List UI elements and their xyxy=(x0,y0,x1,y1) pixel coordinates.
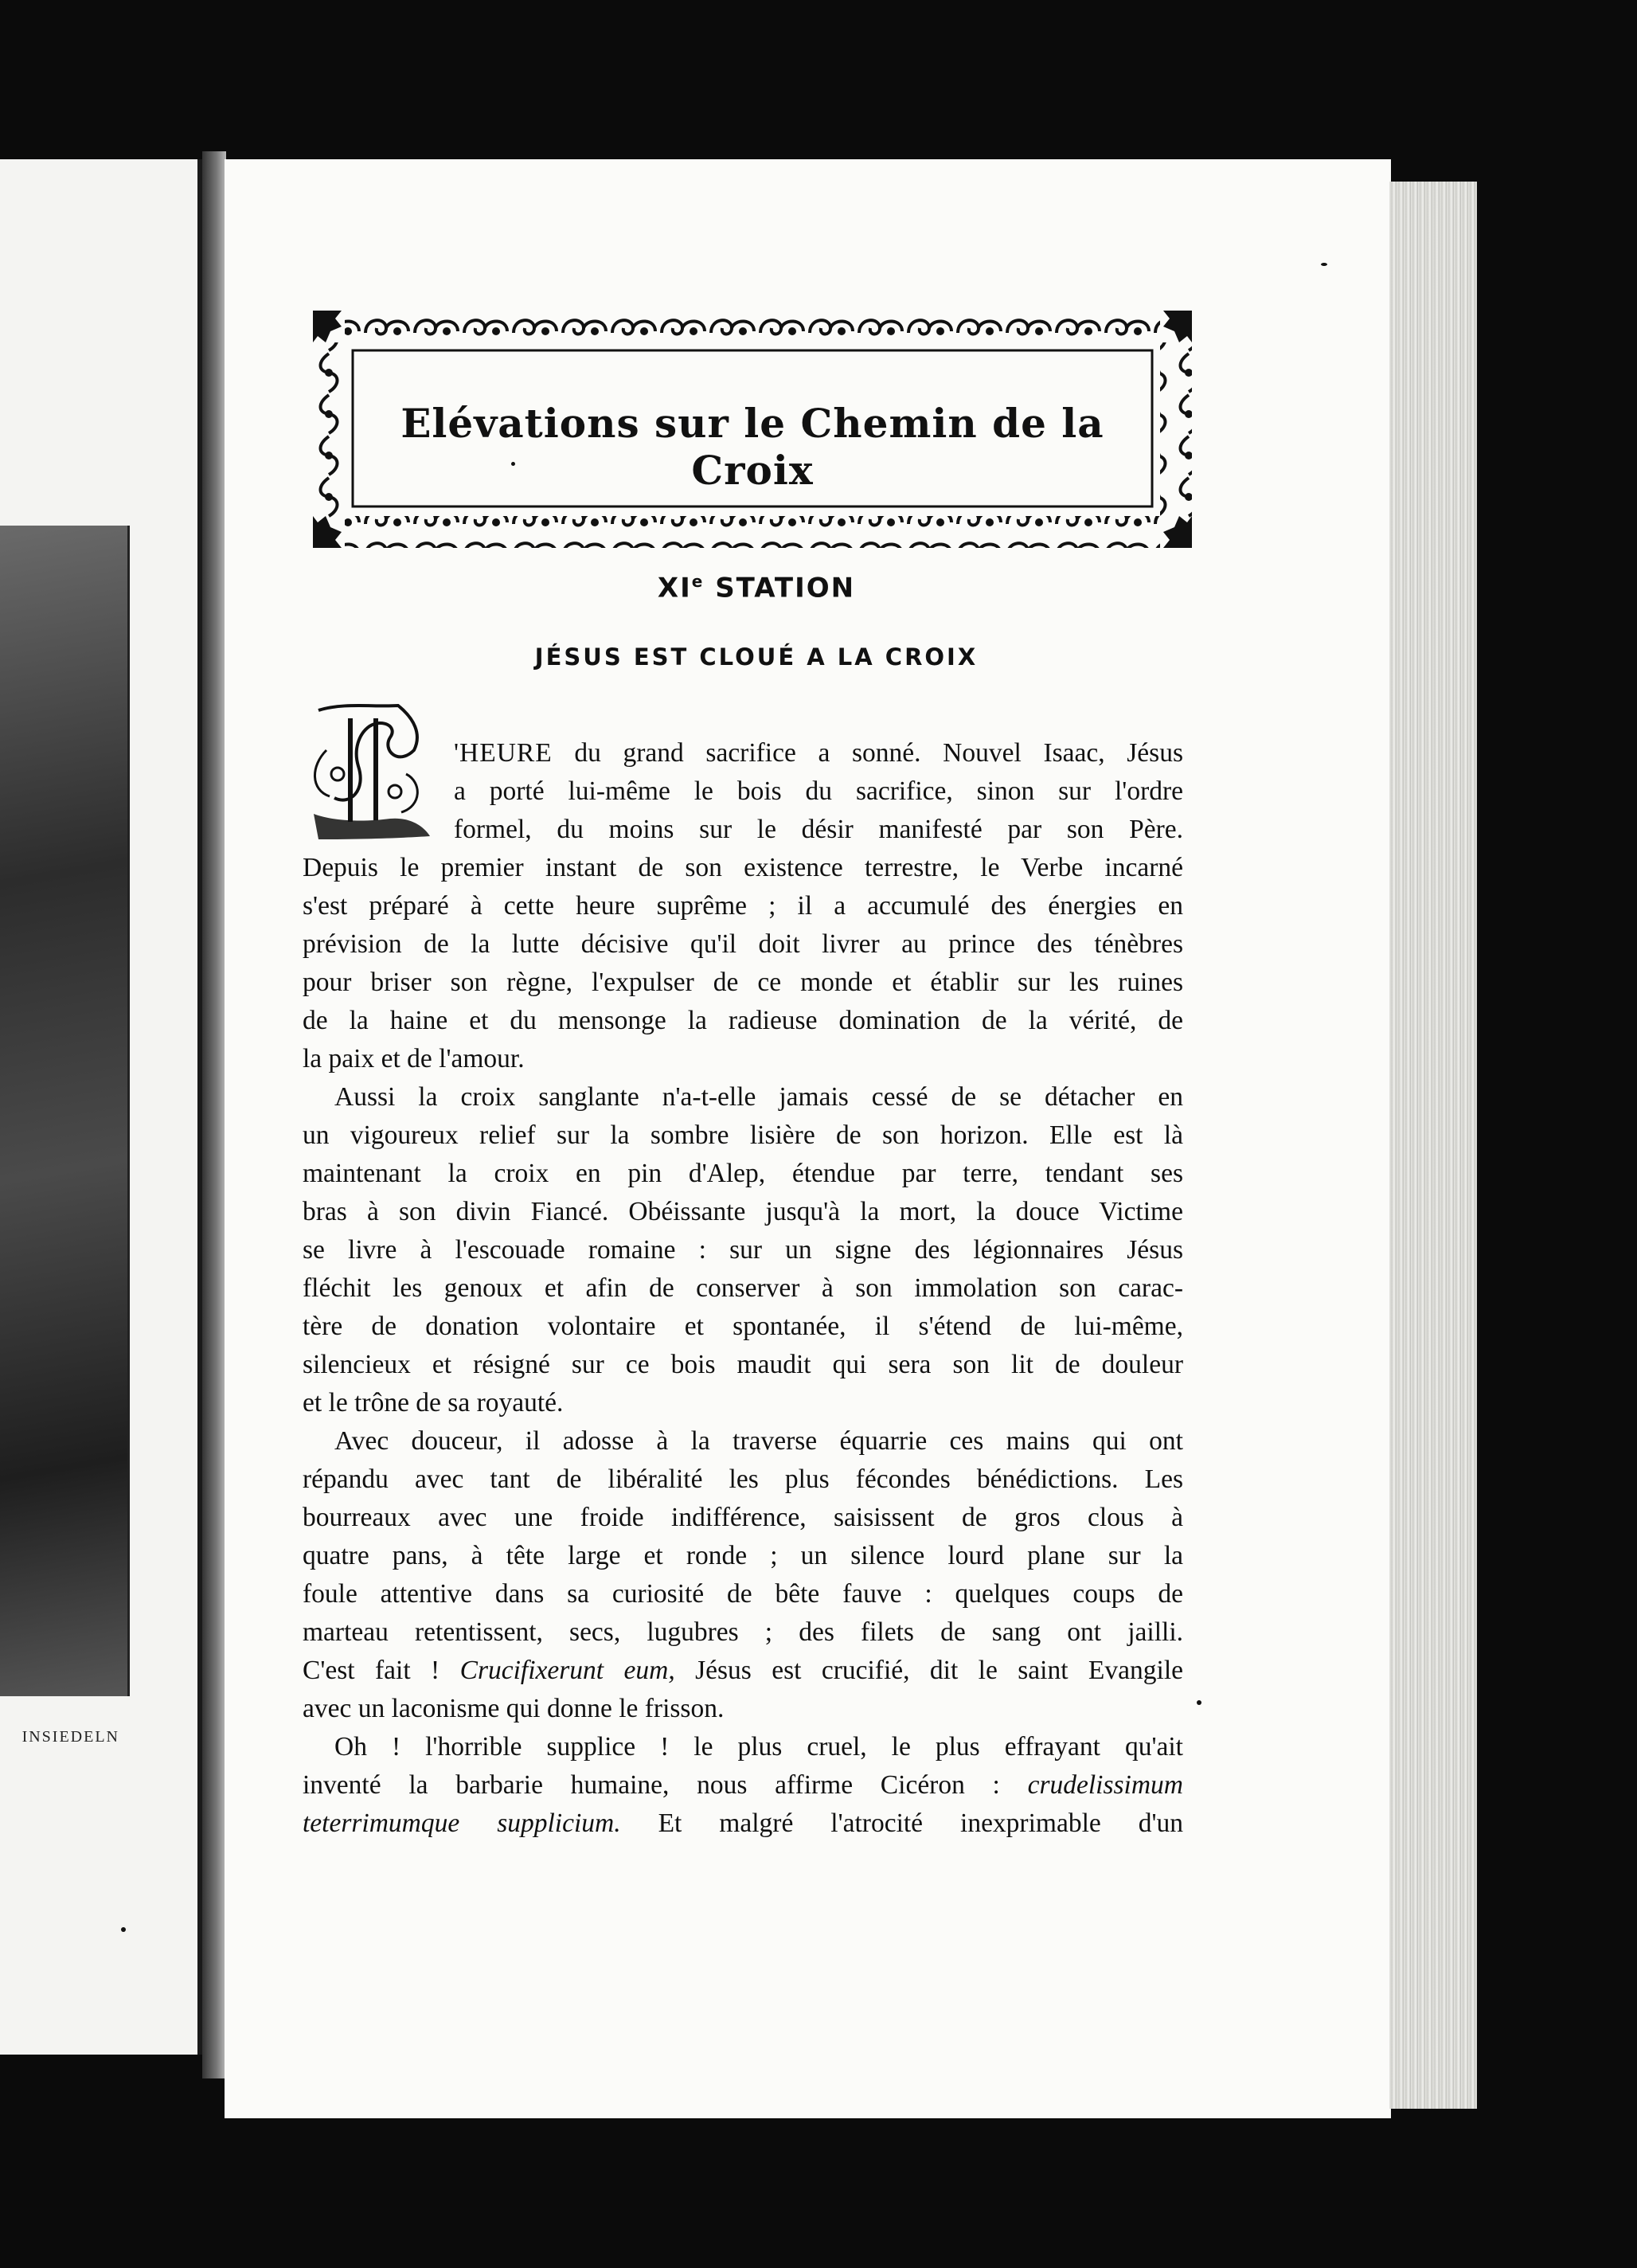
body-text xyxy=(303,734,1183,1843)
station-suffix: e xyxy=(691,572,705,591)
photograph xyxy=(0,526,130,1696)
station-label: STATION xyxy=(715,572,856,604)
ink-speck xyxy=(121,1927,126,1932)
text-line: a porté lui-même le bois du sacrifice, sinon sur l'ordre xyxy=(454,776,1183,806)
text-line: formel, du moins sur le désir manifesté par son Père. xyxy=(454,815,1183,844)
text-line: de la haine et du mensonge la radieuse domination de la vérité, de xyxy=(303,1006,1183,1035)
book-gutter xyxy=(202,151,226,2078)
text-segment: Et malgré l'atrocité inexprimable d'un xyxy=(620,1809,1183,1838)
text-line: Oh ! l'horrible supplice ! le plus cruel, le plus effrayant qu'ait xyxy=(334,1732,1183,1762)
text-line: prévision de la lutte décisive qu'il doit livrer au prince des ténèbres xyxy=(303,929,1183,959)
text-line: maintenant la croix en pin d'Alep, étendue par terre, tendant ses xyxy=(303,1159,1183,1188)
text-segment: 'HEURE xyxy=(454,738,553,768)
ornamental-header-frame xyxy=(313,311,1192,549)
text-line: se livre à l'escouade romaine : sur un signe des légionnaires Jésus xyxy=(303,1235,1183,1265)
photo-caption: INSIEDELN xyxy=(21,1728,119,1746)
text-line: et le trône de sa royauté. xyxy=(303,1388,564,1418)
text-line: s'est préparé à cette heure suprême ; il a accumulé des énergies en xyxy=(303,891,1183,921)
text-segment: C'est fait ! xyxy=(303,1656,460,1685)
ink-speck xyxy=(1321,263,1327,266)
ink-speck xyxy=(1197,1700,1201,1705)
text-line: répandu avec tant de libéralité les plus fécondes bénédictions. Les xyxy=(303,1464,1183,1494)
text-segment: inventé la barbarie humaine, nous affirme Cicéron : xyxy=(303,1770,1028,1800)
text-line: Depuis le premier instant de son existence terrestre, le Verbe incarné xyxy=(303,853,1183,882)
decorated-initial-icon xyxy=(303,702,436,844)
text-line: tère de donation volontaire et spontanée, il s'étend de lui-même, xyxy=(303,1312,1183,1341)
text-line: Avec douceur, il adosse à la traverse équarrie ces mains qui ont xyxy=(334,1426,1183,1456)
ink-speck xyxy=(511,462,515,466)
station-subtitle: JÉSUS EST CLOUÉ A LA CROIX xyxy=(534,643,979,671)
text-line: quatre pans, à tête large et ronde ; un silence lourd plane sur la xyxy=(303,1541,1183,1570)
page-edges xyxy=(1389,182,1477,2109)
station-number: XI xyxy=(657,572,692,604)
text-segment: teterrimumque supplicium. xyxy=(303,1809,621,1838)
text-line: pour briser son règne, l'expulser de ce monde et établir sur les ruines xyxy=(303,968,1183,997)
text-segment: crudelissimum xyxy=(1027,1770,1183,1800)
page-title: Elévations sur le Chemin de la Croix xyxy=(400,400,1104,494)
text-line: un vigoureux relief sur la sombre lisière de son horizon. Elle est là xyxy=(303,1120,1183,1150)
text-line: bourreaux avec une froide indifférence, saisissent de gros clous à xyxy=(303,1503,1183,1532)
text-line xyxy=(303,1805,1183,1843)
text-segment: du grand sacrifice a sonné. Nouvel Isaac, Jésus xyxy=(552,738,1183,768)
text-segment: Crucifixerunt eum, xyxy=(459,1656,675,1685)
text-line: avec un laconisme qui donne le frisson. xyxy=(303,1694,725,1723)
text-line: fléchit les genoux et afin de conserver à son immolation son carac- xyxy=(303,1273,1183,1303)
text-line: Aussi la croix sanglante n'a-t-elle jamais cessé de se détacher en xyxy=(334,1082,1183,1112)
station-heading xyxy=(318,572,1194,604)
text-segment: Jésus est crucifié, dit le saint Evangile xyxy=(674,1656,1183,1685)
text-line: la paix et de l'amour. xyxy=(303,1044,525,1073)
text-line: foule attentive dans sa curiosité de bête fauve : quelques coups de xyxy=(303,1579,1183,1609)
left-page xyxy=(0,159,202,2055)
text-line: bras à son divin Fiancé. Obéissante jusqu'à la mort, la douce Victime xyxy=(303,1197,1183,1226)
text-line xyxy=(303,1652,1183,1690)
text-line: marteau retentissent, secs, lugubres ; des filets de sang ont jailli. xyxy=(303,1617,1183,1647)
text-line xyxy=(303,1766,1183,1805)
text-line: silencieux et résigné sur ce bois maudit qui sera son lit de douleur xyxy=(303,1350,1183,1379)
